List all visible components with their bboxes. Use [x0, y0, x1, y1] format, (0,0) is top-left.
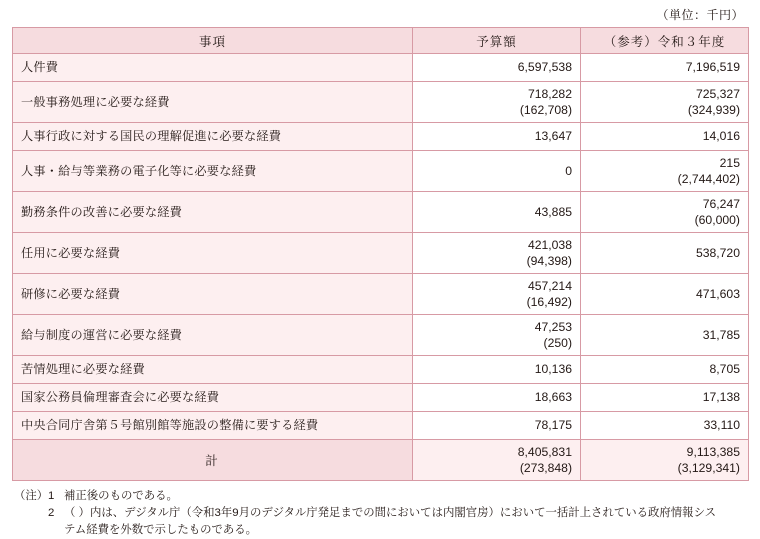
note-text-1: 補正後のものである。: [64, 490, 178, 502]
row-reference-main: 31,785: [702, 327, 740, 342]
note-number-1: 1: [48, 490, 55, 502]
row-reference-value: [581, 151, 749, 192]
row-budget-value: [413, 151, 581, 192]
table-row: [13, 82, 749, 123]
row-reference-value: [581, 233, 749, 274]
row-reference-main: 725,327: [695, 86, 740, 101]
row-item-label: 勤務条件の改善に必要な経費: [13, 192, 413, 233]
row-reference-value: [581, 274, 749, 315]
note-row: [14, 488, 748, 505]
table-row: [13, 356, 749, 384]
row-budget-sub: (94,398): [526, 254, 572, 268]
row-reference-main: 33,110: [703, 418, 740, 433]
row-budget-value: [413, 384, 581, 412]
row-budget-value: [413, 192, 581, 233]
row-item-label: 人事・給与等業務の電子化等に必要な経費: [13, 151, 413, 192]
budget-table: [12, 27, 749, 481]
row-reference-main: 538,720: [695, 245, 740, 260]
note-text-2: （ ）内は、デジタル庁（令和3年9月のデジタル庁発足までの間においては内閣官房）において一括計上されている政府情報シス: [64, 507, 717, 520]
row-reference-sub: (324,939): [687, 103, 740, 117]
table-row: [13, 123, 749, 151]
row-budget-main: 0: [565, 163, 572, 178]
note-row: [14, 505, 748, 522]
total-budget: [413, 440, 581, 481]
row-budget-main: 6,597,538: [517, 60, 572, 75]
row-reference-main: 76,247: [702, 196, 740, 211]
notes-block: [12, 488, 748, 539]
row-reference-value: [581, 192, 749, 233]
row-item-label: 人事行政に対する国民の理解促進に必要な経費: [13, 123, 413, 151]
table-row: [13, 233, 749, 274]
row-reference-value: [581, 82, 749, 123]
row-budget-value: [413, 123, 581, 151]
row-budget-main: 43,885: [534, 204, 572, 219]
table-body: [13, 54, 749, 440]
table-row: [13, 54, 749, 82]
row-reference-main: 14,016: [702, 129, 740, 144]
row-budget-sub: (250): [543, 336, 572, 350]
row-reference-main: 471,603: [695, 286, 740, 301]
row-budget-value: [413, 54, 581, 82]
table-row: [13, 412, 749, 440]
row-budget-value: [413, 412, 581, 440]
row-budget-main: 718,282: [527, 86, 572, 101]
header-row: [13, 28, 749, 54]
row-reference-main: 17,138: [702, 390, 740, 405]
row-item-label: 研修に必要な経費: [13, 274, 413, 315]
note-number-2: 2: [48, 507, 55, 520]
row-budget-main: 457,214: [527, 278, 572, 293]
row-reference-value: [581, 315, 749, 356]
row-budget-main: 47,253: [534, 319, 572, 334]
row-item-label: 苦情処理に必要な経費: [13, 356, 413, 384]
table-header: [13, 28, 749, 54]
row-reference-value: [581, 412, 749, 440]
row-reference-value: [581, 123, 749, 151]
row-budget-main: 18,663: [534, 390, 572, 405]
total-reference: [581, 440, 749, 481]
row-budget-sub: (162,708): [519, 103, 572, 117]
total-reference-sub: (3,129,341): [677, 461, 740, 475]
row-budget-main: 13,647: [534, 129, 572, 144]
table-row: [13, 151, 749, 192]
table-row: [13, 315, 749, 356]
table-footer: [13, 440, 749, 481]
row-item-label: 人件費: [13, 54, 413, 82]
row-item-label: 国家公務員倫理審査会に必要な経費: [13, 384, 413, 412]
row-budget-sub: (16,492): [526, 295, 572, 309]
row-budget-value: [413, 233, 581, 274]
row-budget-value: [413, 274, 581, 315]
row-reference-value: [581, 54, 749, 82]
header-reference: （参考）令和３年度: [581, 28, 749, 54]
row-item-label: 給与制度の運営に必要な経費: [13, 315, 413, 356]
row-item-label: 中央合同庁舎第５号館別館等施設の整備に要する経費: [13, 412, 413, 440]
table-row: [13, 274, 749, 315]
unit-note: （単位：千円）: [656, 8, 744, 22]
row-reference-sub: (60,000): [694, 213, 740, 227]
header-item: 事項: [13, 28, 413, 54]
row-budget-main: 421,038: [527, 237, 572, 252]
header-budget: 予算額: [413, 28, 581, 54]
table-row: [13, 384, 749, 412]
row-reference-value: [581, 356, 749, 384]
total-row: [13, 440, 749, 481]
row-item-label: 一般事務処理に必要な経費: [13, 82, 413, 123]
row-item-label: 任用に必要な経費: [13, 233, 413, 274]
row-reference-main: 8,705: [709, 362, 740, 377]
row-reference-sub: (2,744,402): [677, 172, 740, 186]
row-budget-value: [413, 82, 581, 123]
row-budget-value: [413, 315, 581, 356]
row-budget-main: 10,136: [534, 362, 572, 377]
note-text-2-continued: テム経費を外数で示したものである。: [64, 524, 258, 537]
row-budget-main: 78,175: [534, 418, 572, 433]
row-reference-main: 215: [719, 155, 740, 170]
note-mark: （注）: [14, 490, 49, 502]
total-reference-main: 9,113,385: [686, 444, 740, 459]
total-budget-main: 8,405,831: [517, 444, 572, 459]
total-budget-sub: (273,848): [519, 461, 572, 475]
row-reference-value: [581, 384, 749, 412]
row-budget-value: [413, 356, 581, 384]
total-label: 計: [13, 440, 413, 481]
table-row: [13, 192, 749, 233]
row-reference-main: 7,196,519: [685, 60, 740, 75]
